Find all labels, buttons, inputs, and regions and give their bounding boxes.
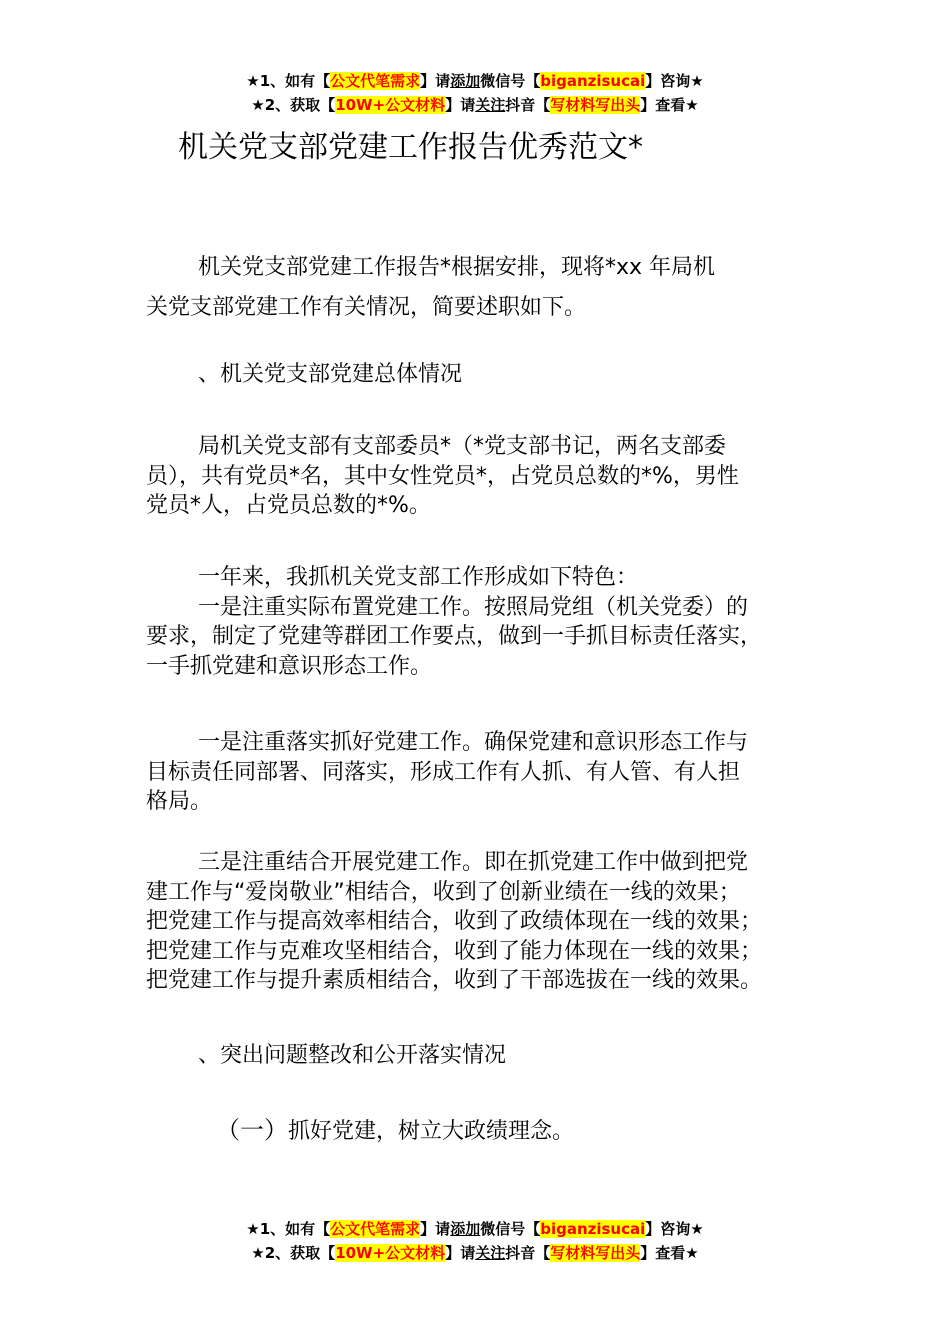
paragraph-line: 把党建工作与提升素质相结合，收到了干部选拔在一线的效果。: [146, 968, 763, 993]
paragraph-line: 把党建工作与提高效率相结合，收到了政绩体现在一线的效果；: [146, 909, 763, 934]
banner-text: ★2、获取【: [251, 1244, 336, 1262]
banner-text: 抖音【: [505, 96, 551, 114]
banner-text: ★1、如有【: [246, 72, 331, 90]
section-heading-1: [146, 360, 836, 390]
banner-text: 】请: [445, 1244, 476, 1262]
banner-text: 】咨询★: [645, 72, 704, 90]
banner-highlight: 写材料写出头: [550, 1244, 641, 1262]
banner-highlight: 公文代笔需求: [330, 72, 421, 90]
banner-text: 】请: [420, 1220, 451, 1238]
banner-highlight: biganzisucai: [540, 72, 646, 90]
banner-text: ★2、获取【: [251, 96, 336, 114]
banner-underline: 添加: [450, 1220, 481, 1238]
paragraph-line: 三是注重结合开展党建工作。即在抓党建工作中做到把党: [198, 850, 749, 875]
paragraph-line: 关党支部党建工作有关情况，简要述职如下。: [146, 295, 587, 320]
banner-line-1: [0, 1217, 950, 1241]
second-point-paragraph: [146, 728, 836, 817]
banner-text: ★1、如有【: [246, 1220, 331, 1238]
subsection-text: 抓好党建，树立大政绩理念。: [288, 1119, 575, 1144]
bottom-banner: [0, 1217, 950, 1265]
banner-line-2: [0, 1241, 950, 1265]
subsection-marker: （一）: [216, 1116, 288, 1144]
paragraph-line: 机关党支部党建工作报告*根据安排，现将*xx 年局机: [198, 255, 716, 280]
banner-highlight: 公文代笔需求: [330, 1220, 421, 1238]
banner-text: 微信号【: [480, 72, 541, 90]
section-heading-2: [146, 1041, 836, 1071]
banner-text: 】请: [445, 96, 476, 114]
paragraph-line: 一是注重落实抓好党建工作。确保党建和意识形态工作与: [198, 730, 749, 755]
paragraph-line: 把党建工作与克难攻坚相结合，收到了能力体现在一线的效果；: [146, 938, 763, 964]
paragraph-line: 建工作与“爱岗敬业”相结合，收到了创新业绩在一线的效果；: [146, 879, 741, 905]
third-point-paragraph: [146, 848, 836, 996]
banner-highlight: 10W+公文材料: [335, 96, 446, 114]
paragraph-line: 一年来，我抓机关党支部工作形成如下特色：: [198, 565, 639, 590]
subsection-heading-1: [216, 1116, 906, 1147]
banner-line-2: [0, 93, 950, 117]
heading-text: 、突出问题整改和公开落实情况: [198, 1043, 507, 1068]
paragraph-line: 一手抓党建和意识形态工作。: [146, 653, 433, 679]
paragraph-line: 党员*人，占党员总数的*%。: [146, 493, 431, 518]
banner-highlight: 10W+公文材料: [335, 1244, 446, 1262]
heading-text: 、机关党支部党建总体情况: [198, 362, 463, 387]
banner-text: 】请: [420, 72, 451, 90]
paragraph-line: 局机关党支部有支部委员*（*党支部书记，两名支部委: [198, 434, 727, 459]
banner-text: 】查看★: [640, 96, 699, 114]
paragraph-line: 目标责任同部署、同落实，形成工作有人抓、有人管、有人担: [146, 759, 741, 785]
members-paragraph: [146, 432, 836, 521]
document-title: 机关党支部党建工作报告优秀范文*: [178, 130, 643, 165]
banner-text: 】咨询★: [645, 1220, 704, 1238]
top-banner: [0, 69, 950, 117]
banner-text: 抖音【: [505, 1244, 551, 1262]
intro-paragraph: [146, 248, 836, 328]
banner-text: 】查看★: [640, 1244, 699, 1262]
paragraph-line: 要求，制定了党建等群团工作要点，做到一手抓目标责任落实，: [146, 624, 763, 649]
banner-underline: 添加: [450, 72, 481, 90]
paragraph-line: 员），共有党员*名，其中女性党员*，占党员总数的*%，男性: [146, 463, 739, 489]
paragraph-line: 一是注重实际布置党建工作。按照局党组（机关党委）的: [198, 594, 749, 620]
features-paragraph: [146, 563, 836, 681]
banner-highlight: biganzisucai: [540, 1220, 646, 1238]
paragraph-line: 格局。: [146, 789, 213, 814]
banner-underline: 关注: [475, 96, 506, 114]
banner-highlight: 写材料写出头: [550, 96, 641, 114]
banner-line-1: [0, 69, 950, 93]
banner-text: 微信号【: [480, 1220, 541, 1238]
banner-underline: 关注: [475, 1244, 506, 1262]
